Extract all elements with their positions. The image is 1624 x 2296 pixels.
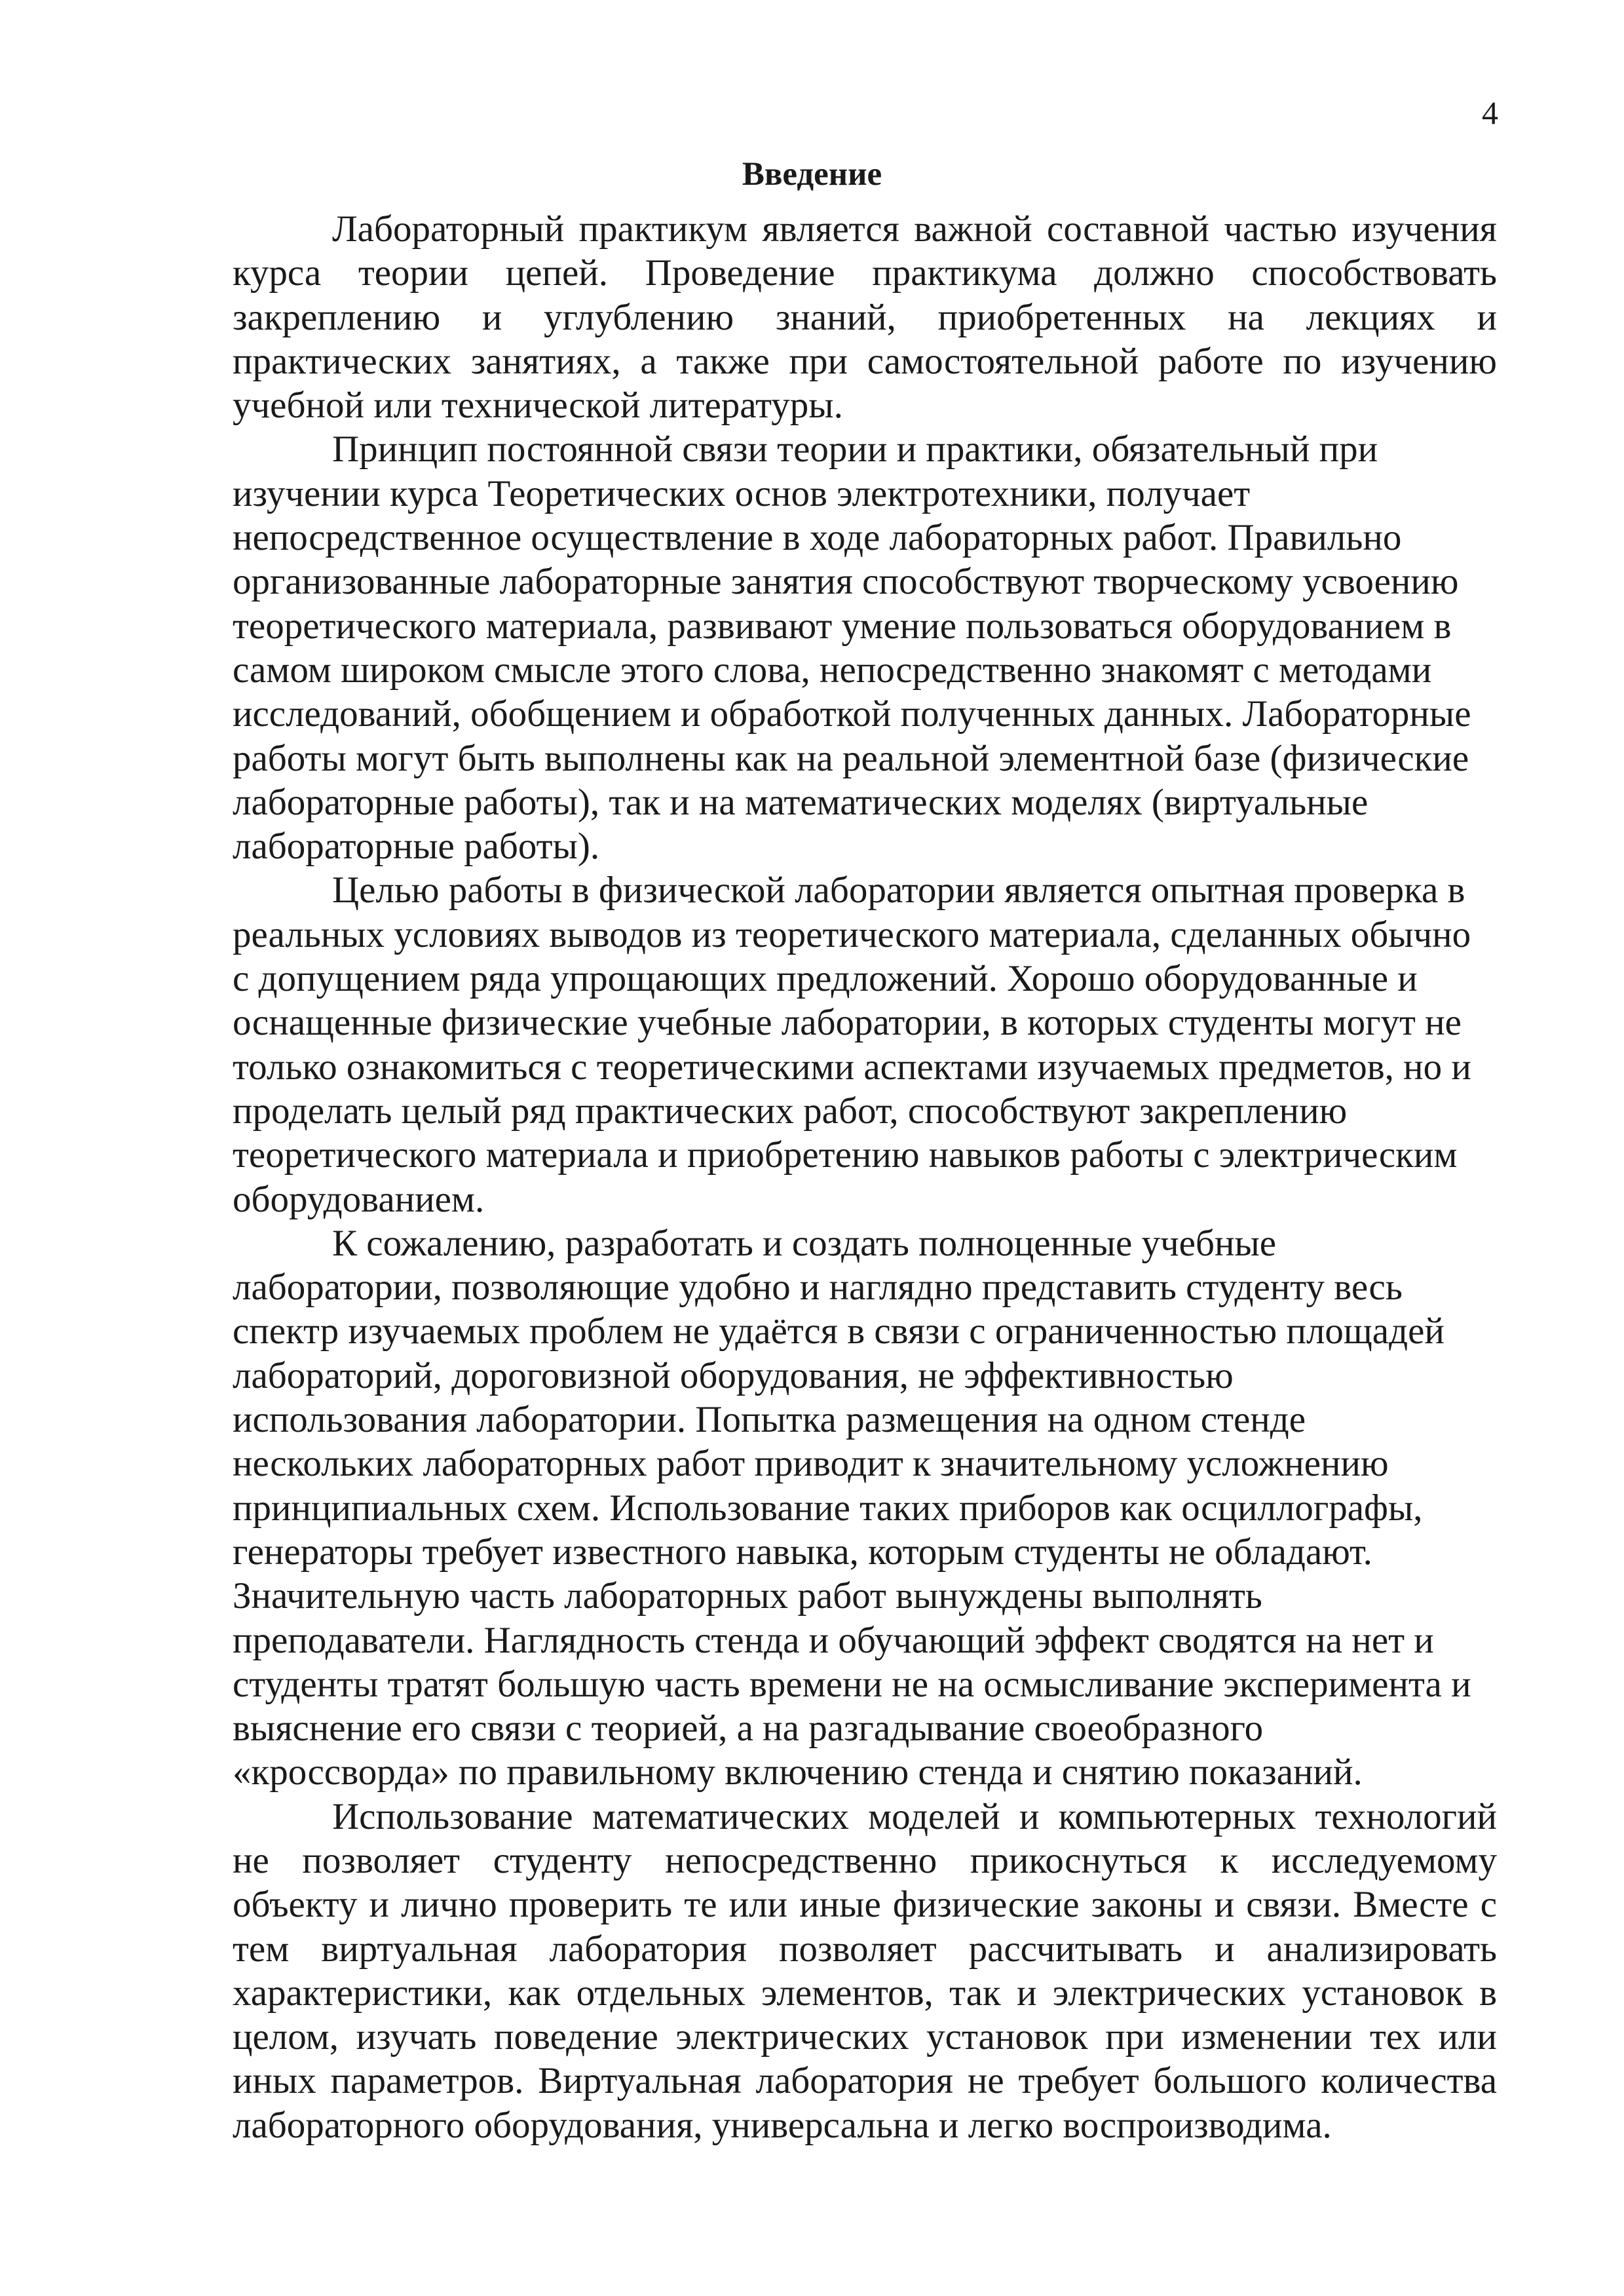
paragraph-line: К сожалению, разработать и создать полноценные учебные bbox=[332, 1222, 1277, 1264]
paragraph-line: оборудованием. bbox=[233, 1178, 485, 1220]
paragraph-line: теоретического материала и приобретению навыков работы с электрическим bbox=[233, 1134, 1458, 1176]
paragraph-line: лабораторного оборудования, универсальна и легко воспроизводима. bbox=[233, 2104, 1332, 2146]
paragraph-line: организованные лабораторные занятия способствуют творческому усвоению bbox=[233, 561, 1459, 603]
paragraph-line: использования лаборатории. Попытка размещения на одном стенде bbox=[233, 1399, 1306, 1441]
paragraph-line: объекту и лично проверить те или иные физические законы и связи. Вместе с bbox=[233, 1884, 1497, 1926]
paragraph-line: исследований, обобщением и обработкой полученных данных. Лабораторные bbox=[233, 693, 1471, 735]
paragraph-line: лабораторные работы). bbox=[233, 826, 600, 868]
paragraph-line: реальных условиях выводов из теоретического материала, сделанных обычно bbox=[233, 913, 1471, 955]
paragraph-line: закреплению и углублению знаний, приобретенных на лекциях и bbox=[233, 296, 1497, 338]
paragraph-line: спектр изучаемых проблем не удаётся в связи с ограниченностью площадей bbox=[233, 1311, 1445, 1352]
section-heading: Введение bbox=[742, 156, 882, 193]
paragraph bbox=[233, 1795, 1497, 2147]
paragraph-line: самом широком смысле этого слова, непосредственно знакомят с методами bbox=[233, 649, 1432, 691]
paragraph-line: выяснение его связи с теорией, а на разгадывание своеобразного bbox=[233, 1708, 1264, 1750]
paragraph-line: только ознакомиться с теоретическими аспектами изучаемых предметов, но и bbox=[233, 1046, 1471, 1088]
paragraph-line: характеристики, как отдельных элементов, так и электрических установок в bbox=[233, 1972, 1497, 2014]
paragraph-line: Принцип постоянной связи теории и практики, обязательный при bbox=[332, 429, 1378, 470]
paragraph-line: принципиальных схем. Использование таких приборов как осциллографы, bbox=[233, 1487, 1423, 1529]
paragraph-line: нескольких лабораторных работ приводит к значительному усложнению bbox=[233, 1443, 1389, 1485]
paragraph-line: оснащенные физические учебные лаборатории, в которых студенты могут не bbox=[233, 1002, 1462, 1044]
paragraph-line: целом, изучать поведение электрических установок при изменении тех или bbox=[233, 2016, 1497, 2058]
paragraph-line: «кроссворда» по правильному включению стенда и снятию показаний. bbox=[233, 1751, 1363, 1793]
paragraph-line: непосредственное осуществление в ходе лабораторных работ. Правильно bbox=[233, 517, 1402, 559]
paragraph bbox=[233, 868, 1497, 1221]
paragraph-line: практических занятиях, а также при самостоятельной работе по изучению bbox=[233, 340, 1497, 382]
paragraph bbox=[233, 207, 1497, 427]
paragraph bbox=[233, 427, 1497, 868]
paragraph-line: лаборатории, позволяющие удобно и наглядно представить студенту весь bbox=[233, 1267, 1403, 1309]
page-number: 4 bbox=[1482, 94, 1498, 131]
paragraph-line: Использование математических моделей и компьютерных технологий bbox=[332, 1795, 1497, 1837]
paragraph-line: генераторы требует известного навыка, которым студенты не обладают. bbox=[233, 1531, 1372, 1573]
paragraph-line: учебной или технической литературы. bbox=[233, 385, 843, 427]
paragraph-line: лабораторные работы), так и на математических моделях (виртуальные bbox=[233, 781, 1369, 823]
paragraph-line: Лабораторный практикум является важной составной частью изучения bbox=[332, 208, 1497, 250]
paragraph-line: с допущением ряда упрощающих предложений. Хорошо оборудованные и bbox=[233, 958, 1418, 1000]
paragraph bbox=[233, 1221, 1497, 1795]
paragraph-line: не позволяет студенту непосредственно прикоснуться к исследуемому bbox=[233, 1839, 1497, 1881]
body-text bbox=[233, 207, 1497, 2147]
paragraph-line: иных параметров. Виртуальная лаборатория не требует большого количества bbox=[233, 2060, 1497, 2102]
paragraph-line: преподаватели. Наглядность стенда и обучающий эффект сводятся на нет и bbox=[233, 1619, 1434, 1661]
paragraph-line: курса теории цепей. Проведение практикума должно способствовать bbox=[233, 252, 1497, 294]
paragraph-line: тем виртуальная лаборатория позволяет рассчитывать и анализировать bbox=[233, 1928, 1497, 1970]
paragraph-line: работы могут быть выполнены как на реальной элементной базе (физические bbox=[233, 737, 1469, 779]
paragraph-line: изучении курса Теоретических основ электротехники, получает bbox=[233, 472, 1251, 514]
paragraph-line: проделать целый ряд практических работ, способствуют закреплению bbox=[233, 1090, 1348, 1132]
paragraph-line: Значительную часть лабораторных работ вынуждены выполнять bbox=[233, 1575, 1262, 1617]
paragraph-line: Целью работы в физической лаборатории является опытная проверка в bbox=[332, 870, 1465, 911]
paragraph-line: студенты тратят большую часть времени не на осмысливание эксперимента и bbox=[233, 1663, 1471, 1705]
paragraph-line: теоретического материала, развивают умение пользоваться оборудованием в bbox=[233, 605, 1452, 647]
paragraph-line: лабораторий, дороговизной оборудования, не эффективностью bbox=[233, 1354, 1234, 1396]
